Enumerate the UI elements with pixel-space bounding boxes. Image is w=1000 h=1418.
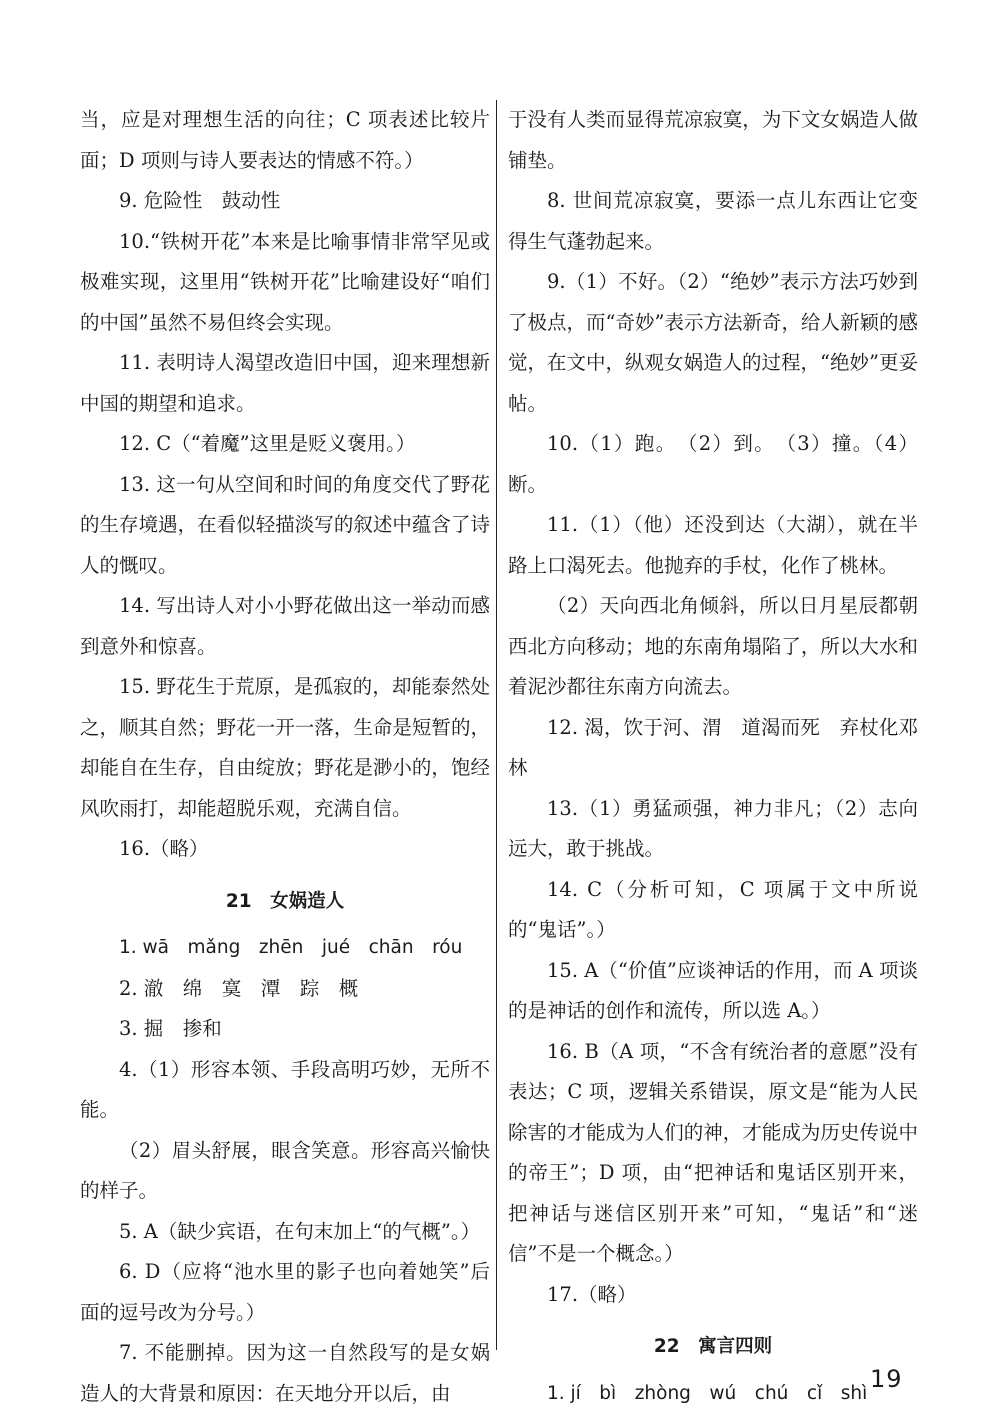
section21-answer-3: 3. 掘 掺和 bbox=[119, 1017, 222, 1040]
section21-answer-17: 17.（略） bbox=[547, 1282, 637, 1306]
section22-answer-1: 1. jí bì zhòng wú chú cǐ shì bbox=[547, 1382, 868, 1404]
section21-answer-2: 2. 澈 绵 寞 潭 踪 概 bbox=[119, 976, 359, 1000]
column-divider bbox=[496, 100, 497, 1350]
section21-answer-11-1: 11.（1）（他）还没到达（大湖），就在半路上口渴死去。他抛弃的手杖，化作了桃林。 bbox=[508, 513, 918, 577]
section21-answer-4-1: 4.（1）形容本领、手段高明巧妙，无所不能。 bbox=[80, 1057, 490, 1121]
answer-16: 16.（略） bbox=[119, 837, 209, 860]
section21-answer-14: 14. C（分析可知，C 项属于文中所说的“鬼话”。） bbox=[508, 877, 918, 941]
answer-11: 11. 表明诗人渴望改造旧中国，迎来理想新中国的期望和追求。 bbox=[80, 351, 490, 415]
section21-answer-15: 15. A（“价值”应谈神话的作用，而 A 项谈的是神话的创作和流传，所以选 A。） bbox=[508, 958, 918, 1022]
section21-answer-4-2: （2）眉头舒展，眼含笑意。形容高兴愉快的样子。 bbox=[80, 1138, 490, 1202]
right-column bbox=[508, 100, 918, 1414]
section21-answer-16: 16. B（A 项，“不含有统治者的意愿”没有表达；C 项，逻辑关系错误，原文是“能为人民除害的才能成为人们的神，才能成为历史传说中的帝王”；D 项，由“把神话和鬼话区别开来，把神话与迷信区别开来”可知，“鬼话”和“迷信”不是一个概念。） bbox=[508, 1039, 918, 1265]
section21-answer-11-2: （2）天向西北角倾斜，所以日月星辰都朝西北方向移动；地的东南角塌陷了，所以大水和着泥沙都往东南方向流去。 bbox=[508, 594, 918, 698]
answer-10: 10.“铁树开花”本来是比喻事情非常罕见或极难实现，这里用“铁树开花”比喻建设好“咱们的中国”虽然不易但终会实现。 bbox=[80, 229, 490, 334]
section21-answer-13: 13.（1）勇猛顽强，神力非凡；（2）志向远大，敢于挑战。 bbox=[508, 796, 918, 860]
section21-answer-8: 8. 世间荒凉寂寞，要添一点儿东西让它变得生气蓬勃起来。 bbox=[508, 189, 918, 253]
answer-13: 13. 这一句从空间和时间的角度交代了野花的生存境遇，在看似轻描淡写的叙述中蕴含了诗人的慨叹。 bbox=[80, 472, 490, 577]
section21-answer-1: 1. wā mǎng zhēn jué chān róu bbox=[119, 937, 463, 958]
section-title-21: 21 女娲造人 bbox=[225, 890, 345, 912]
section21-answer-5: 5. A（缺少宾语，在句末加上“的气概”。） bbox=[119, 1219, 481, 1243]
answer-12: 12. C（“着魔”这里是贬义褒用。） bbox=[119, 432, 416, 455]
section21-answer-10: 10.（1）跑。 （2）到。 （3）撞。（4）断。 bbox=[508, 432, 918, 496]
answer-9: 9. 危险性 鼓动性 bbox=[119, 189, 281, 212]
section21-answer-9: 9.（1）不好。（2）“绝妙”表示方法巧妙到了极点，而“奇妙”表示方法新奇，给人新颖的感觉，在文中，纵观女娲造人的过程，“绝妙”更妥帖。 bbox=[508, 270, 918, 415]
page-number: 19 bbox=[870, 1365, 903, 1393]
left-paragraph-1: 当，应是对理想生活的向往；C 项表述比较片面；D 项则与诗人要表达的情感不符。） bbox=[80, 108, 490, 172]
answer-15: 15. 野花生于荒原，是孤寂的，却能泰然处之，顺其自然；野花一开一落，生命是短暂的，却能自在生存，自由绽放；野花是渺小的，饱经风吹雨打，却能超脱乐观，充满自信。 bbox=[80, 675, 490, 820]
answer-14: 14. 写出诗人对小小野花做出这一举动而感到意外和惊喜。 bbox=[80, 594, 490, 658]
left-column bbox=[80, 100, 490, 1414]
section-title-22: 22 寓言四则 bbox=[653, 1336, 773, 1357]
section21-answer-7: 7. 不能删掉。因为这一自然段写的是女娲造人的大背景和原因：在天地分开以后，由 bbox=[80, 1341, 490, 1405]
right-paragraph-1: 于没有人类而显得荒凉寂寞，为下文女娲造人做铺垫。 bbox=[508, 108, 918, 172]
section21-answer-6: 6. D（应将“池水里的影子也向着她笑”后面的逗号改为分号。） bbox=[80, 1260, 490, 1324]
section21-answer-12: 12. 渴，饮于河、渭 道渴而死 弃杖化邓林 bbox=[508, 715, 918, 779]
